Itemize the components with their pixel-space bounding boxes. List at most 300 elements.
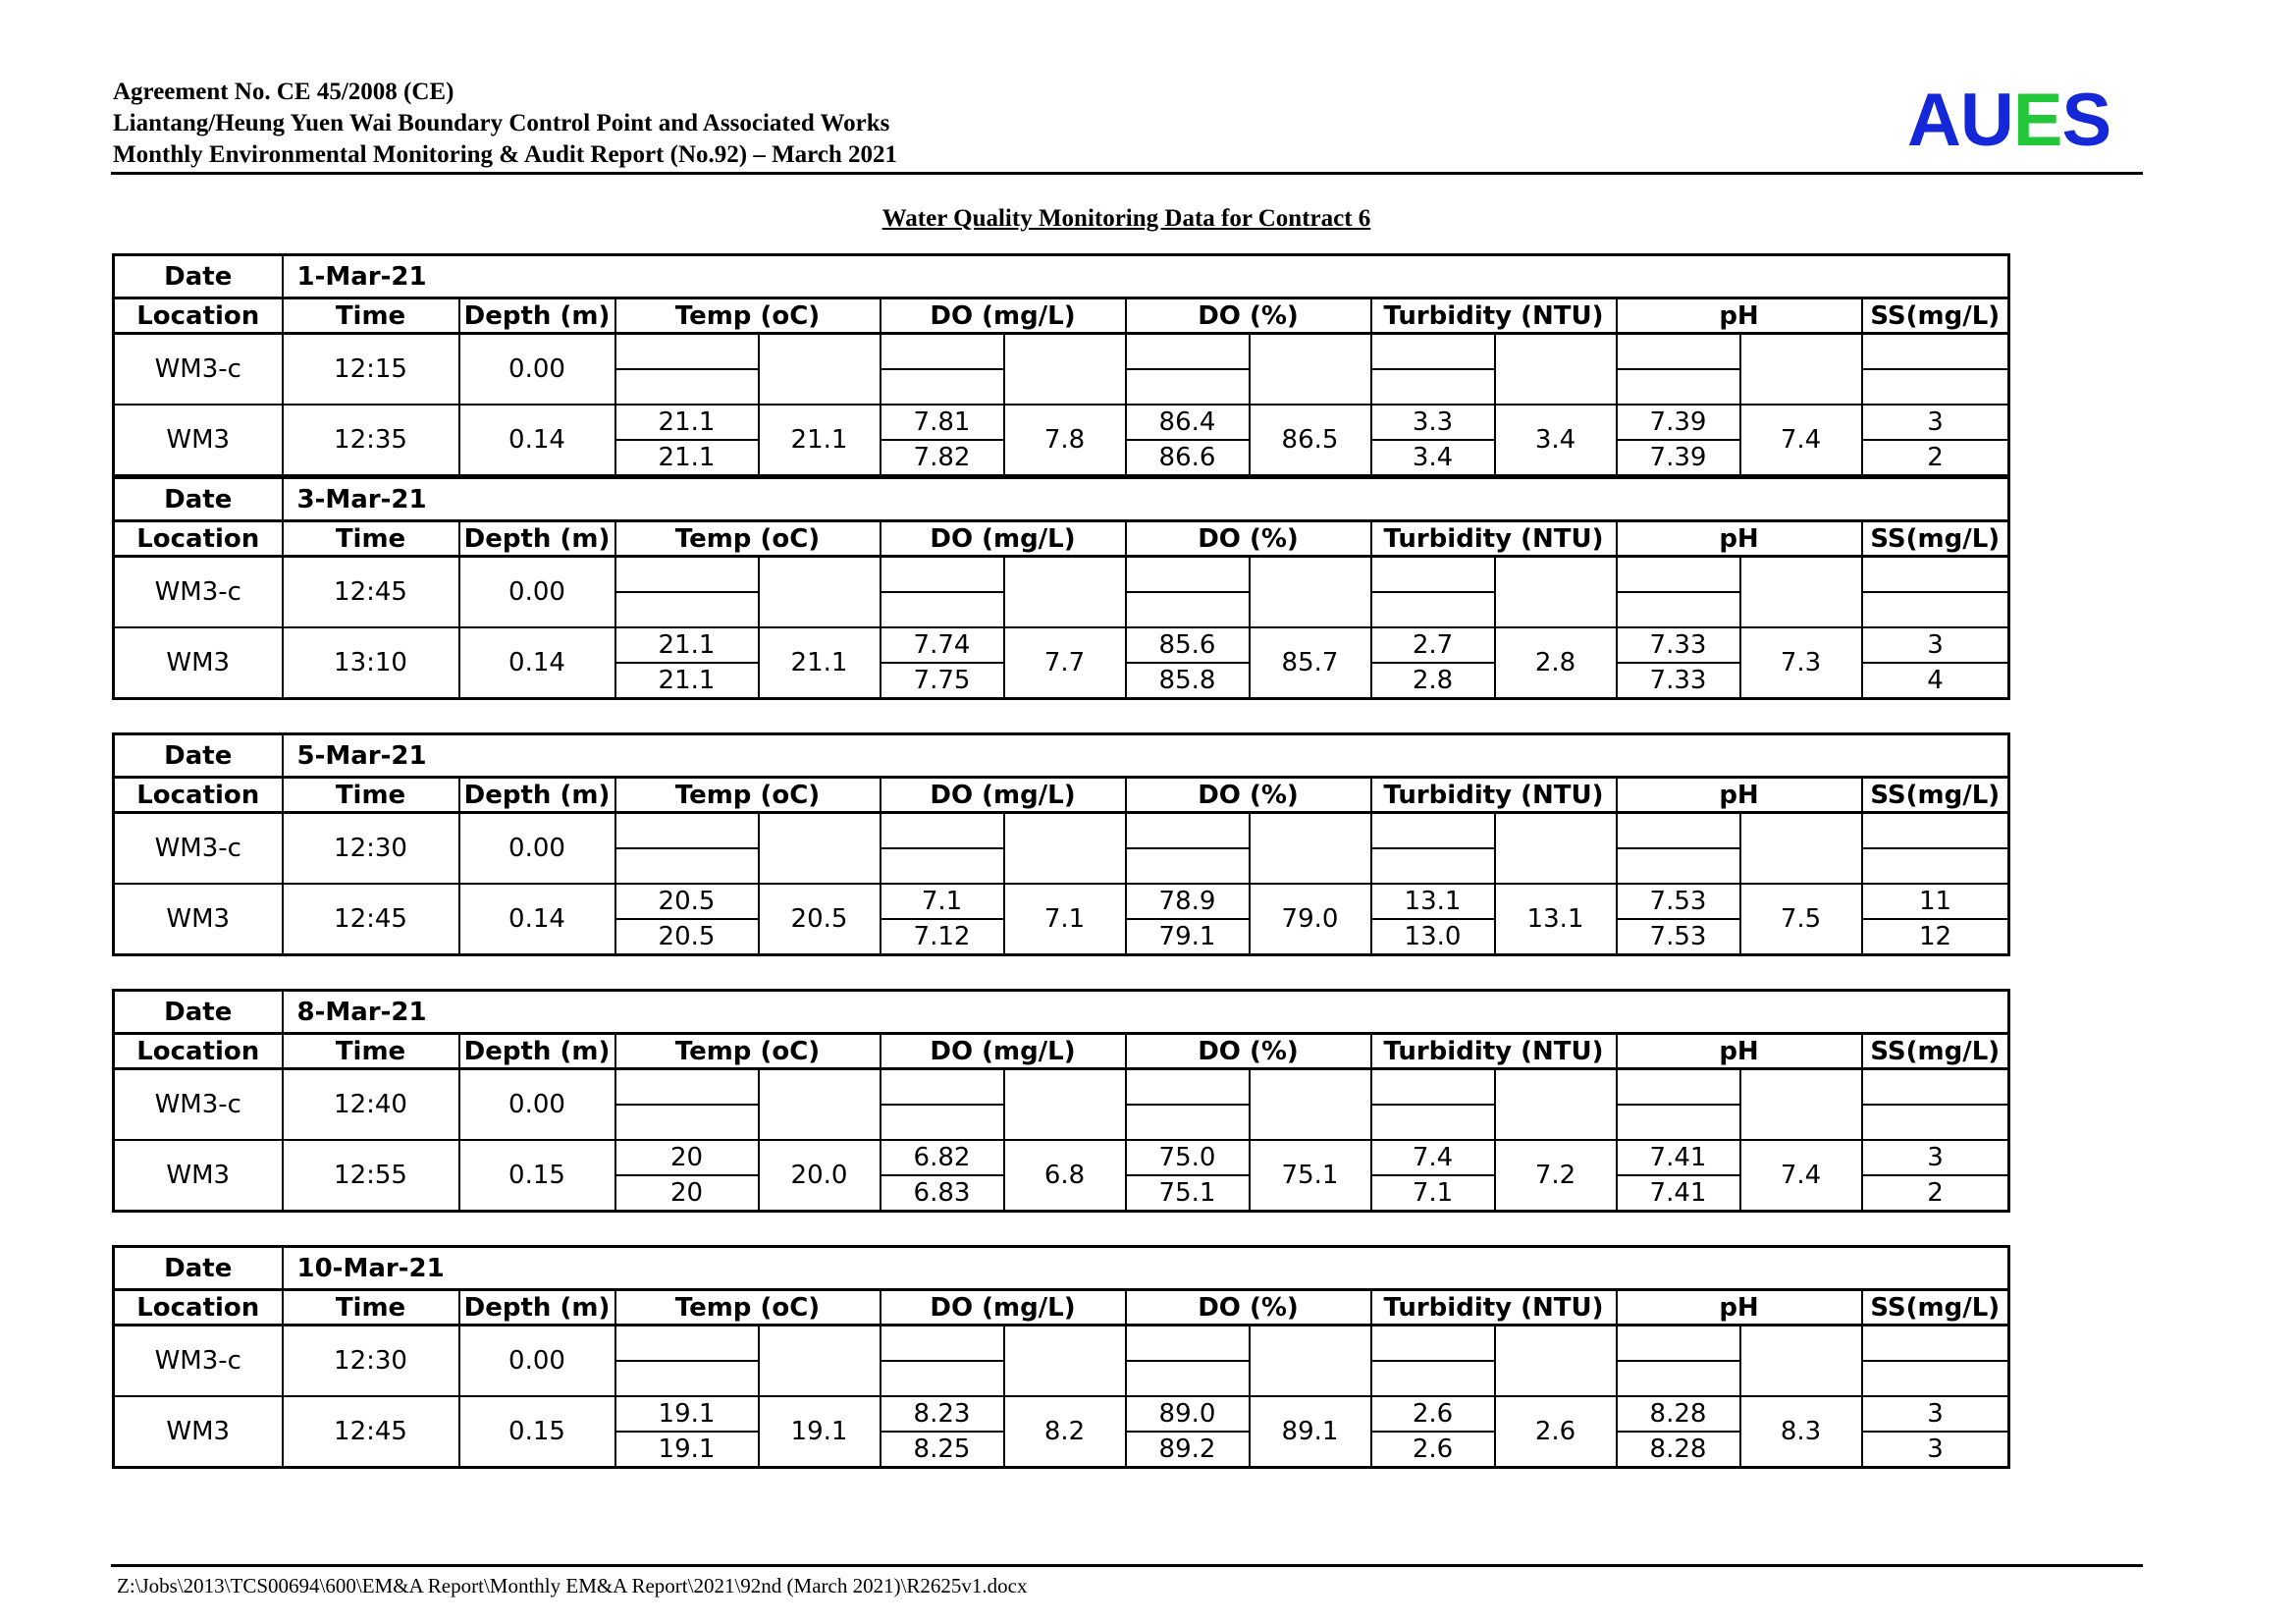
reading-1: 3: [1863, 406, 2008, 441]
do-mgl-average-cell: 7.1: [1004, 884, 1126, 955]
reading-1: [881, 335, 1003, 370]
depth-cell: 0.00: [459, 334, 615, 406]
table-row: [114, 884, 2009, 955]
reading-1: 7.41: [1618, 1141, 1739, 1176]
temp-readings-cell: [615, 884, 759, 955]
reading-1: [1863, 814, 2008, 849]
do-mgl-header: DO (mg/L): [881, 1290, 1126, 1326]
date-value: 5-Mar-21: [283, 734, 2009, 778]
depth-header: Depth (m): [459, 778, 615, 813]
turb-readings-cell: [1371, 1140, 1495, 1212]
ss-readings-cell: [1862, 884, 2009, 955]
do-pct-average-cell: [1250, 557, 1371, 628]
temp-readings-cell: [615, 1140, 759, 1212]
depth-header: Depth (m): [459, 1034, 615, 1069]
water-quality-table: [112, 1245, 2010, 1469]
do-pct-average-cell: [1250, 813, 1371, 885]
time-cell: 12:15: [283, 334, 459, 406]
do-mgl-average-cell: 6.8: [1004, 1140, 1126, 1212]
reading-1: [616, 814, 758, 849]
depth-cell: 0.15: [459, 1140, 615, 1212]
do-pct-header: DO (%): [1126, 1034, 1371, 1069]
time-cell: 12:35: [283, 405, 459, 476]
turb-readings-cell: [1371, 884, 1495, 955]
depth-cell: 0.00: [459, 557, 615, 628]
reading-1: 7.4: [1372, 1141, 1494, 1176]
date-label: Date: [114, 255, 283, 298]
reading-1: [616, 1070, 758, 1106]
temp-average-cell: [759, 1069, 881, 1141]
table-row: [114, 627, 2009, 699]
date-label: Date: [114, 734, 283, 778]
date-value: 3-Mar-21: [283, 478, 2009, 521]
do-mgl-average-cell: 8.2: [1004, 1396, 1126, 1468]
reading-2: [1127, 370, 1249, 404]
ss-readings-cell: [1862, 1069, 2009, 1141]
reading-1: [616, 335, 758, 370]
reading-2: 89.2: [1158, 1435, 1216, 1464]
reading-1: 11: [1863, 885, 2008, 920]
ph-readings-cell: [1617, 334, 1740, 406]
ss-readings-cell: [1862, 334, 2009, 406]
time-header: Time: [283, 521, 459, 557]
turb-average-cell: 2.6: [1495, 1396, 1617, 1468]
reading-2: [1372, 1106, 1494, 1139]
reading-1: [1372, 335, 1494, 370]
ss-header: SS(mg/L): [1862, 1290, 2009, 1326]
do-pct-header: DO (%): [1126, 778, 1371, 813]
logo-au: AU: [1907, 79, 2013, 162]
reading-1: [1127, 1326, 1249, 1362]
turb-average-cell: [1495, 1326, 1617, 1397]
aues-logo: [1907, 77, 2110, 165]
reading-2: [1863, 1106, 2008, 1139]
location-header: Location: [114, 1034, 283, 1069]
do-mgl-average-cell: [1004, 813, 1126, 885]
table-row: [114, 557, 2009, 628]
reading-1: 19.1: [616, 1397, 758, 1433]
time-header: Time: [283, 298, 459, 334]
ph-readings-cell: [1617, 1140, 1740, 1212]
depth-header: Depth (m): [459, 1290, 615, 1326]
reading-2: 13.0: [1404, 922, 1462, 951]
turb-readings-cell: [1371, 1396, 1495, 1468]
reading-1: 20: [616, 1141, 758, 1176]
reading-2: [1372, 593, 1494, 626]
reading-1: 7.1: [881, 885, 1003, 920]
reading-2: 79.1: [1158, 922, 1216, 951]
reading-1: 7.33: [1618, 628, 1739, 664]
temp-header: Temp (oC): [615, 778, 881, 813]
page-title: Water Quality Monitoring Data for Contract 6: [881, 205, 1371, 232]
do-pct-average-cell: [1250, 1069, 1371, 1141]
temp-header: Temp (oC): [615, 298, 881, 334]
reading-1: [1127, 335, 1249, 370]
reading-2: 2: [1927, 1178, 1944, 1208]
reading-2: [1127, 1362, 1249, 1395]
reading-1: [1618, 335, 1739, 370]
do-mgl-readings-cell: [881, 1069, 1004, 1141]
water-quality-table: [112, 476, 2010, 700]
depth-cell: 0.00: [459, 1069, 615, 1141]
do-mgl-header: DO (mg/L): [881, 298, 1126, 334]
reading-2: 7.82: [913, 443, 971, 472]
ph-average-cell: [1740, 1069, 1862, 1141]
reading-2: 3: [1927, 1435, 1944, 1464]
ph-average-cell: 7.4: [1740, 405, 1862, 476]
date-value: 8-Mar-21: [283, 991, 2009, 1034]
location-header: Location: [114, 778, 283, 813]
time-cell: 12:45: [283, 884, 459, 955]
location-header: Location: [114, 1290, 283, 1326]
temp-readings-cell: [615, 1326, 759, 1397]
do-pct-readings-cell: [1126, 1140, 1250, 1212]
time-cell: 13:10: [283, 627, 459, 699]
turbidity-header: Turbidity (NTU): [1371, 778, 1617, 813]
reading-1: 2.7: [1372, 628, 1494, 664]
file-path: Z:\Jobs\2013\TCS00694\600\EM&A Report\Monthly EM&A Report\2021\92nd (March 2021)\R2625v1.docx: [117, 1574, 1028, 1597]
reading-1: 78.9: [1127, 885, 1249, 920]
ph-readings-cell: [1617, 884, 1740, 955]
temp-readings-cell: [615, 557, 759, 628]
turb-average-cell: [1495, 1069, 1617, 1141]
reading-2: 2.6: [1412, 1435, 1454, 1464]
ph-header: pH: [1617, 521, 1862, 557]
reading-2: [1863, 1362, 2008, 1395]
location-header: Location: [114, 521, 283, 557]
reading-2: 7.75: [913, 666, 971, 695]
table-row: [114, 813, 2009, 885]
do-pct-readings-cell: [1126, 557, 1250, 628]
location-cell: WM3: [114, 405, 283, 476]
footer-divider: [111, 1564, 2143, 1567]
water-quality-table: [112, 989, 2010, 1213]
ph-readings-cell: [1617, 813, 1740, 885]
reading-2: [1127, 1106, 1249, 1139]
time-cell: 12:30: [283, 813, 459, 885]
temp-readings-cell: [615, 334, 759, 406]
turb-readings-cell: [1371, 1326, 1495, 1397]
reading-2: [1863, 370, 2008, 404]
table-row: [114, 405, 2009, 476]
do-pct-readings-cell: [1126, 334, 1250, 406]
reading-1: 7.53: [1618, 885, 1739, 920]
turbidity-header: Turbidity (NTU): [1371, 1290, 1617, 1326]
location-cell: WM3-c: [114, 1069, 283, 1141]
turbidity-header: Turbidity (NTU): [1371, 521, 1617, 557]
ph-readings-cell: [1617, 1326, 1740, 1397]
ss-readings-cell: [1862, 813, 2009, 885]
date-label: Date: [114, 1247, 283, 1290]
reading-2: [1618, 593, 1739, 626]
reading-2: [881, 1106, 1003, 1139]
temp-readings-cell: [615, 1069, 759, 1141]
do-pct-average-cell: 89.1: [1250, 1396, 1371, 1468]
depth-cell: 0.15: [459, 1396, 615, 1468]
reading-2: [1618, 1106, 1739, 1139]
reading-1: 8.23: [881, 1397, 1003, 1433]
temp-average-cell: 21.1: [759, 405, 881, 476]
reading-1: [1127, 558, 1249, 593]
ph-header: pH: [1617, 778, 1862, 813]
do-pct-readings-cell: [1126, 405, 1250, 476]
table-row: [114, 1396, 2009, 1468]
do-pct-header: DO (%): [1126, 1290, 1371, 1326]
reading-2: 2.8: [1412, 666, 1454, 695]
reading-1: 86.4: [1127, 406, 1249, 441]
reading-1: [1372, 1326, 1494, 1362]
ph-average-cell: [1740, 334, 1862, 406]
do-mgl-readings-cell: [881, 405, 1004, 476]
reading-1: [616, 558, 758, 593]
reading-2: [881, 1362, 1003, 1395]
reading-1: 21.1: [616, 628, 758, 664]
reading-1: [1372, 814, 1494, 849]
reading-1: 6.82: [881, 1141, 1003, 1176]
do-mgl-average-cell: [1004, 1326, 1126, 1397]
reading-1: [881, 558, 1003, 593]
table-row: [114, 1326, 2009, 1397]
reading-1: [1618, 1070, 1739, 1106]
ph-average-cell: [1740, 813, 1862, 885]
do-mgl-average-cell: 7.8: [1004, 405, 1126, 476]
turb-readings-cell: [1371, 627, 1495, 699]
header-divider: [111, 172, 2143, 175]
date-label: Date: [114, 991, 283, 1034]
do-mgl-readings-cell: [881, 334, 1004, 406]
do-mgl-readings-cell: [881, 627, 1004, 699]
reading-2: 2: [1927, 443, 1944, 472]
reading-1: [1618, 1326, 1739, 1362]
reading-2: 4: [1927, 666, 1944, 695]
ss-readings-cell: [1862, 1140, 2009, 1212]
ss-readings-cell: [1862, 1396, 2009, 1468]
reading-1: 7.74: [881, 628, 1003, 664]
temp-readings-cell: [615, 405, 759, 476]
reading-2: 86.6: [1158, 443, 1216, 472]
reading-2: [1372, 1362, 1494, 1395]
reading-2: 19.1: [658, 1435, 716, 1464]
reading-2: [881, 593, 1003, 626]
do-mgl-average-cell: [1004, 1069, 1126, 1141]
reading-1: [881, 1326, 1003, 1362]
reading-1: [881, 814, 1003, 849]
ph-header: pH: [1617, 298, 1862, 334]
do-pct-readings-cell: [1126, 1326, 1250, 1397]
document-header: [113, 77, 2037, 173]
ph-readings-cell: [1617, 627, 1740, 699]
reading-2: 12: [1918, 922, 1952, 951]
time-cell: 12:30: [283, 1326, 459, 1397]
reading-2: 75.1: [1158, 1178, 1216, 1208]
date-value: 10-Mar-21: [283, 1247, 2009, 1290]
reading-2: 3.4: [1412, 443, 1454, 472]
reading-1: [1863, 335, 2008, 370]
reading-2: [616, 370, 758, 404]
turb-average-cell: [1495, 557, 1617, 628]
reading-1: 8.28: [1618, 1397, 1739, 1433]
location-cell: WM3-c: [114, 334, 283, 406]
turb-average-cell: [1495, 813, 1617, 885]
do-mgl-average-cell: 7.7: [1004, 627, 1126, 699]
location-cell: WM3: [114, 884, 283, 955]
reading-2: 20: [669, 1178, 704, 1208]
do-pct-header: DO (%): [1126, 521, 1371, 557]
ss-readings-cell: [1862, 557, 2009, 628]
ph-average-cell: 7.4: [1740, 1140, 1862, 1212]
do-mgl-readings-cell: [881, 1396, 1004, 1468]
temp-average-cell: 19.1: [759, 1396, 881, 1468]
do-mgl-readings-cell: [881, 557, 1004, 628]
project-name: Liantang/Heung Yuen Wai Boundary Control Point and Associated Works: [113, 110, 890, 136]
do-mgl-header: DO (mg/L): [881, 521, 1126, 557]
time-cell: 12:45: [283, 557, 459, 628]
ph-header: pH: [1617, 1290, 1862, 1326]
turb-readings-cell: [1371, 334, 1495, 406]
reading-2: 8.25: [913, 1435, 971, 1464]
reading-1: 13.1: [1372, 885, 1494, 920]
turb-average-cell: 13.1: [1495, 884, 1617, 955]
location-cell: WM3: [114, 1140, 283, 1212]
time-cell: 12:45: [283, 1396, 459, 1468]
reading-1: [1863, 558, 2008, 593]
reading-1: 20.5: [616, 885, 758, 920]
do-mgl-header: DO (mg/L): [881, 778, 1126, 813]
temp-readings-cell: [615, 1396, 759, 1468]
reading-2: [616, 593, 758, 626]
reading-2: [1372, 370, 1494, 404]
reading-1: [881, 1070, 1003, 1106]
reading-1: 75.0: [1127, 1141, 1249, 1176]
ph-average-cell: [1740, 557, 1862, 628]
location-cell: WM3-c: [114, 813, 283, 885]
reading-1: 3: [1863, 1397, 2008, 1433]
ph-header: pH: [1617, 1034, 1862, 1069]
do-pct-average-cell: 75.1: [1250, 1140, 1371, 1212]
temp-average-cell: 20.5: [759, 884, 881, 955]
reading-2: [881, 370, 1003, 404]
reading-1: 89.0: [1127, 1397, 1249, 1433]
do-pct-readings-cell: [1126, 884, 1250, 955]
reading-2: [1618, 370, 1739, 404]
table-row: [114, 334, 2009, 406]
reading-2: [616, 1362, 758, 1395]
reading-1: [1127, 814, 1249, 849]
turb-readings-cell: [1371, 557, 1495, 628]
reading-1: 7.39: [1618, 406, 1739, 441]
location-header: Location: [114, 298, 283, 334]
reading-2: 7.12: [913, 922, 971, 951]
reading-2: 7.39: [1649, 443, 1707, 472]
reading-2: [616, 1106, 758, 1139]
reading-1: 85.6: [1127, 628, 1249, 664]
location-cell: WM3: [114, 627, 283, 699]
reading-2: 21.1: [658, 443, 716, 472]
table-row: [114, 1069, 2009, 1141]
ss-readings-cell: [1862, 405, 2009, 476]
temp-average-cell: 20.0: [759, 1140, 881, 1212]
turb-average-cell: 3.4: [1495, 405, 1617, 476]
temp-readings-cell: [615, 627, 759, 699]
location-cell: WM3-c: [114, 557, 283, 628]
do-mgl-readings-cell: [881, 884, 1004, 955]
reading-1: 21.1: [616, 406, 758, 441]
do-pct-header: DO (%): [1126, 298, 1371, 334]
ph-average-cell: 7.5: [1740, 884, 1862, 955]
temp-readings-cell: [615, 813, 759, 885]
reading-1: 3: [1863, 628, 2008, 664]
agreement-number: Agreement No. CE 45/2008 (CE): [113, 79, 454, 105]
do-pct-average-cell: 85.7: [1250, 627, 1371, 699]
reading-2: [1127, 849, 1249, 883]
turbidity-header: Turbidity (NTU): [1371, 298, 1617, 334]
depth-cell: 0.00: [459, 1326, 615, 1397]
do-pct-average-cell: 86.5: [1250, 405, 1371, 476]
temp-header: Temp (oC): [615, 1290, 881, 1326]
logo-s: S: [2061, 79, 2111, 162]
turb-average-cell: 7.2: [1495, 1140, 1617, 1212]
depth-header: Depth (m): [459, 521, 615, 557]
time-cell: 12:40: [283, 1069, 459, 1141]
reading-2: [881, 849, 1003, 883]
do-mgl-header: DO (mg/L): [881, 1034, 1126, 1069]
reading-2: [1863, 849, 2008, 883]
reading-2: 20.5: [658, 922, 716, 951]
temp-average-cell: [759, 334, 881, 406]
ss-readings-cell: [1862, 627, 2009, 699]
reading-1: 3: [1863, 1141, 2008, 1176]
water-quality-table: [112, 253, 2010, 477]
do-mgl-readings-cell: [881, 1326, 1004, 1397]
turb-readings-cell: [1371, 1069, 1495, 1141]
ph-average-cell: 7.3: [1740, 627, 1862, 699]
date-label: Date: [114, 478, 283, 521]
depth-cell: 0.14: [459, 627, 615, 699]
reading-2: 7.1: [1412, 1178, 1454, 1208]
temp-header: Temp (oC): [615, 1034, 881, 1069]
reading-2: [1618, 849, 1739, 883]
report-name: Monthly Environmental Monitoring & Audit Report (No.92) – March 2021: [113, 141, 898, 168]
ph-readings-cell: [1617, 405, 1740, 476]
turbidity-header: Turbidity (NTU): [1371, 1034, 1617, 1069]
ph-average-cell: [1740, 1326, 1862, 1397]
temp-header: Temp (oC): [615, 521, 881, 557]
do-pct-readings-cell: [1126, 813, 1250, 885]
temp-average-cell: [759, 557, 881, 628]
reading-2: 7.33: [1649, 666, 1707, 695]
reading-2: 7.53: [1649, 922, 1707, 951]
temp-average-cell: [759, 1326, 881, 1397]
reading-1: [1618, 814, 1739, 849]
time-header: Time: [283, 1034, 459, 1069]
reading-1: [1372, 1070, 1494, 1106]
reading-1: 3.3: [1372, 406, 1494, 441]
temp-average-cell: [759, 813, 881, 885]
reading-2: [1372, 849, 1494, 883]
water-quality-table: [112, 732, 2010, 956]
reading-2: 8.28: [1649, 1435, 1707, 1464]
table-row: [114, 1140, 2009, 1212]
reading-1: [1863, 1070, 2008, 1106]
ss-header: SS(mg/L): [1862, 778, 2009, 813]
depth-cell: 0.14: [459, 405, 615, 476]
ss-header: SS(mg/L): [1862, 1034, 2009, 1069]
reading-2: 6.83: [913, 1178, 971, 1208]
reading-1: 2.6: [1372, 1397, 1494, 1433]
time-header: Time: [283, 1290, 459, 1326]
do-pct-readings-cell: [1126, 1396, 1250, 1468]
ss-header: SS(mg/L): [1862, 298, 2009, 334]
